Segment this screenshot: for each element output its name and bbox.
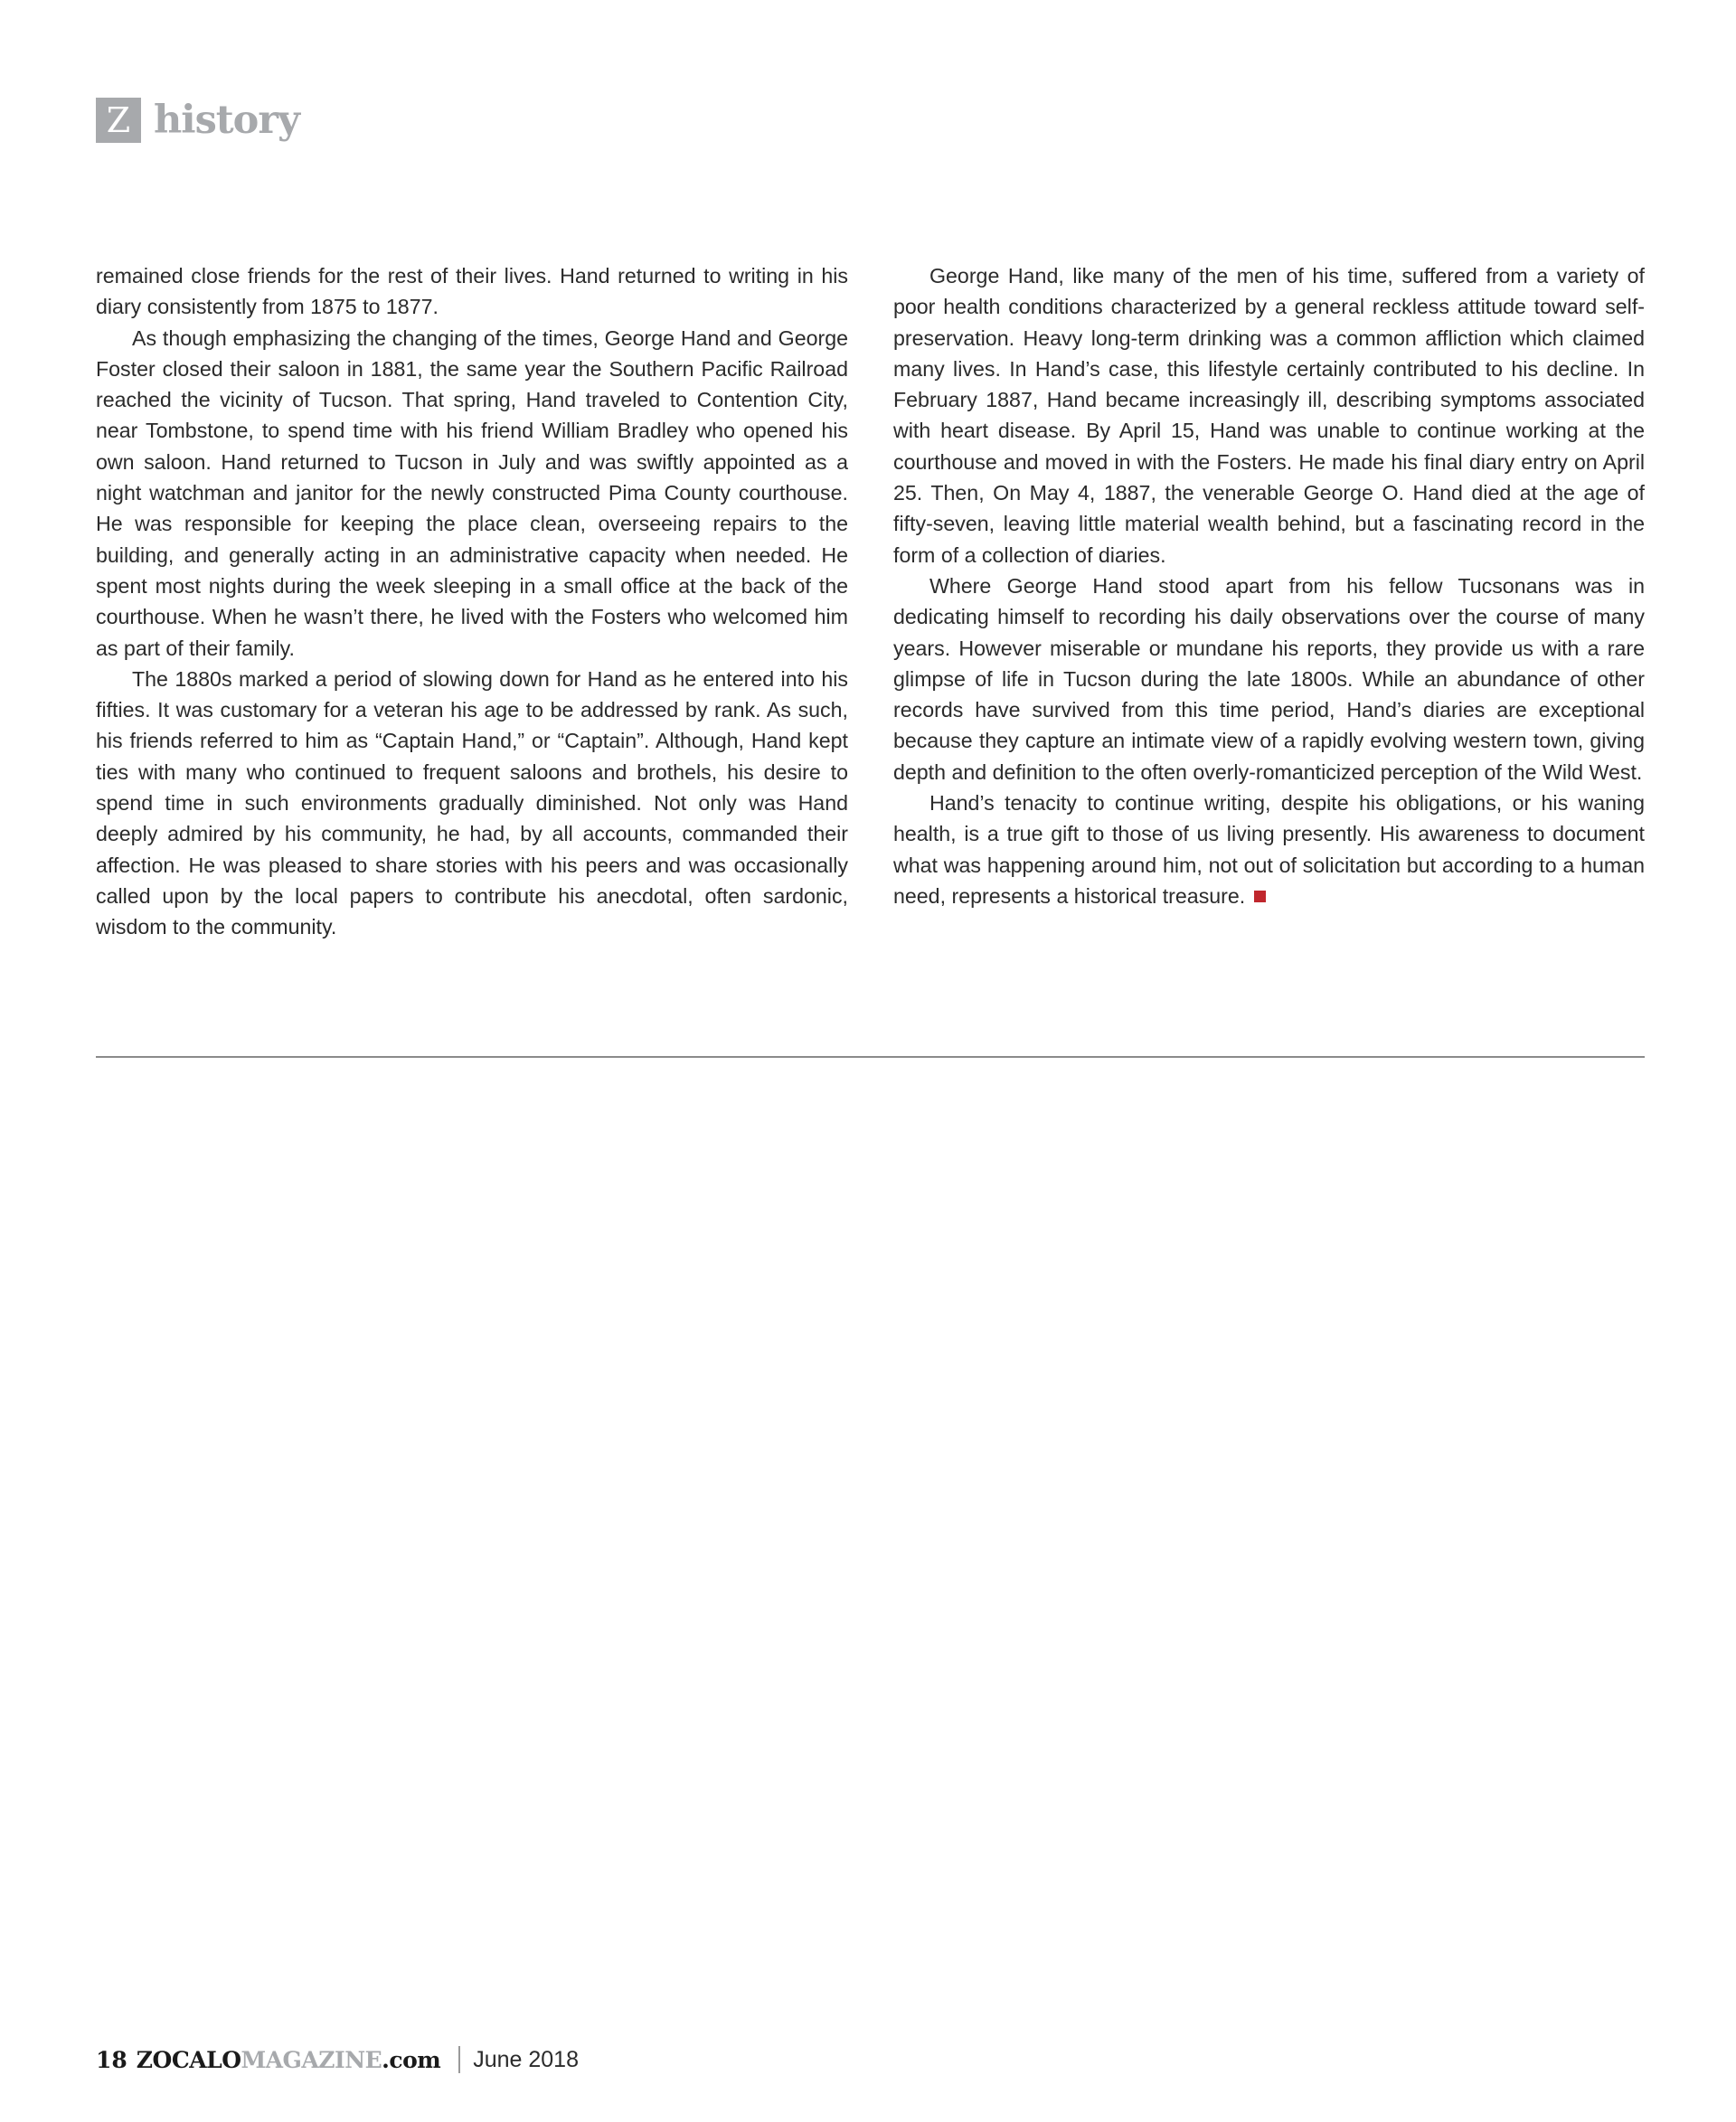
- section-title: history: [154, 98, 299, 143]
- article-left-column: [96, 260, 848, 943]
- paragraph: Where George Hand stood apart from his fellow Tucsonans was in dedicating himself to recording his daily observations over the course of many years. However miserable or mundane his reports, they provide us with a rare glimpse of life in Tucson during the late 1800s. While an abundance of other records have survived from this time period, Hand’s diaries are exceptional because they capture an intimate view of a rapidly evolving western town, giving depth and definition to the often overly-romanticized perception of the Wild West.: [893, 573, 1645, 784]
- brand-magazine: MAGAZINE: [241, 2046, 382, 2073]
- footer-separator: [458, 2046, 460, 2073]
- paragraph-final: [893, 787, 1645, 911]
- paragraph: As though emphasizing the changing of the times, George Hand and George Foster closed their saloon in 1881, the same year the Southern Pacific Railroad reached the vicinity of Tucson. That spring, Hand traveled to Contention City, near Tombstone, to spend time with his friend William Bradley who opened his own saloon. Hand returned to Tucson in July and was swiftly appointed as a night watchman and janitor for the newly constructed Pima County courthouse. He was responsible for keeping the place clean, overseeing repairs to the building, and generally acting in an administrative capacity when needed. He spent most nights during the week sleeping in a small office at the back of the courthouse. When he wasn’t there, he lived with the Fosters who welcomed him as part of their family.: [96, 325, 848, 660]
- page-number: 18: [96, 2046, 127, 2073]
- paragraph: The 1880s marked a period of slowing down for Hand as he entered into his fifties. It was customary for a veteran his age to be addressed by rank. As such, his friends referred to him as “Captain Hand,” or “Captain”. Although, Hand kept ties with many who continued to frequent saloons and brothels, his desire to spend time in such environments gradually diminished. Not only was Hand deeply admired by his community, he had, by all accounts, commanded their affection. He was pleased to share stories with his peers and was occasionally called upon by the local papers to contribute his anecdotal, often sardonic, wisdom to the community.: [96, 666, 848, 939]
- page-footer: [96, 2042, 579, 2078]
- paragraph-text: Hand’s tenacity to continue writing, despite his obligations, or his waning health, is a true gift to those of us living presently. His awareness to document what was happening around him, not out of solicitation but according to a human need, represents a historical treasure.: [893, 791, 1645, 908]
- brand-dotcom: .com: [382, 2046, 441, 2073]
- paragraph: remained close friends for the rest of their lives. Hand returned to writing in his diary consistently from 1875 to 1877.: [96, 264, 848, 319]
- paragraph: George Hand, like many of the men of his time, suffered from a variety of poor health conditions characterized by a general reckless attitude toward self-preservation. Heavy long-term drinking was a common affliction which claimed many lives. In Hand’s case, this lifestyle certainly contributed to his decline. In February 1887, Hand became increasingly ill, describing symptoms associated with heart disease. By April 15, Hand was unable to continue working at the courthouse and moved in with the Fosters. He made his final diary entry on April 25. Then, On May 4, 1887, the venerable George O. Hand died at the age of fifty-seven, leaving little material wealth behind, but a fascinating record in the form of a collection of diaries.: [893, 264, 1645, 567]
- zocalo-z-logo: Z: [96, 98, 141, 143]
- issue-date: June 2018: [473, 2046, 579, 2072]
- section-header: [96, 98, 299, 143]
- magazine-url: [137, 2047, 440, 2073]
- brand-zocalo: ZOCALO: [136, 2046, 241, 2073]
- article-right-column: [893, 260, 1645, 911]
- end-of-article-square-icon: [1254, 891, 1266, 902]
- horizontal-divider: [96, 1056, 1645, 1058]
